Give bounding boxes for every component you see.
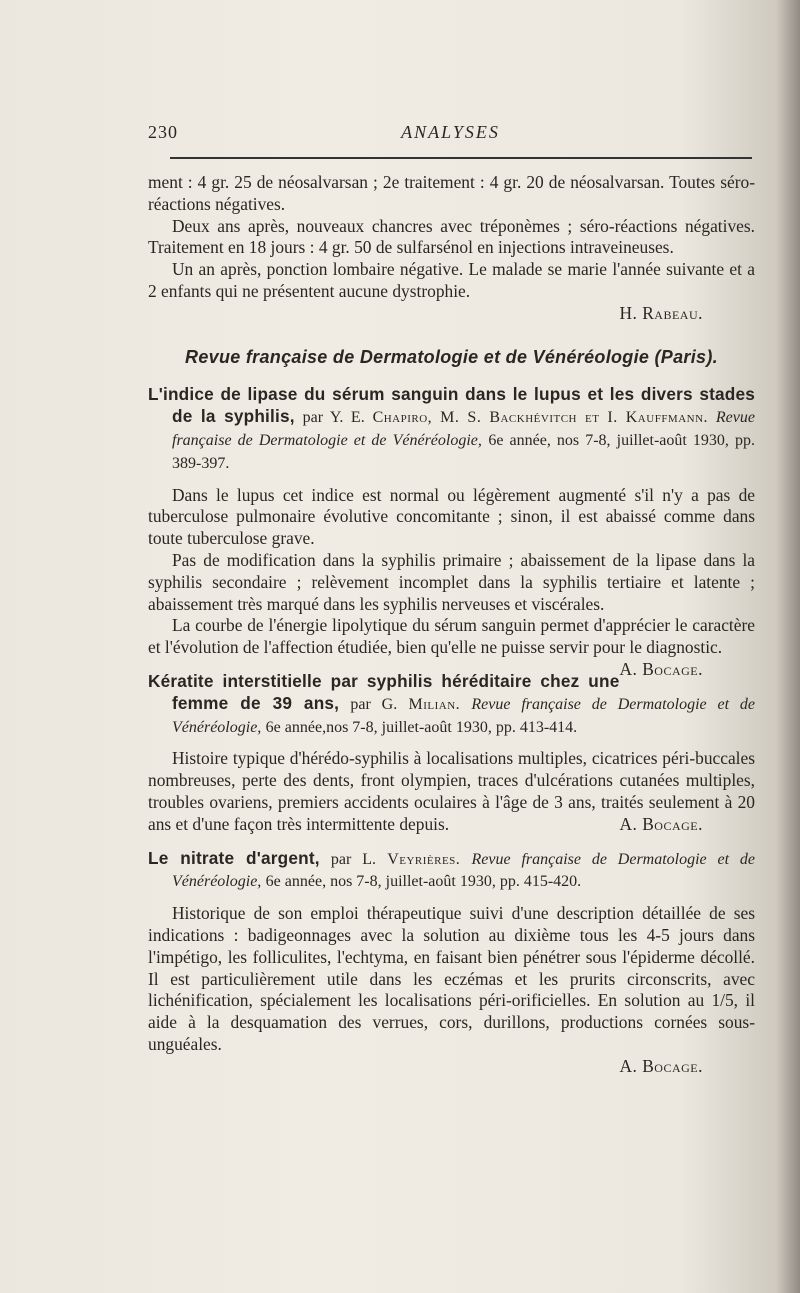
continuation-paragraph: Deux ans après, nouveaux chancres avec tréponèmes ; séro-réactions négatives. Traitement en 18 jours : 4 gr. 50 de sulfarsénol en injections intraveineuses. — [148, 215, 755, 258]
article-paragraph: Historique de son emploi thérapeutique suivi d'une description détaillée de ses indications : badigeonnages avec la solution au dixième tous les 4-5 jours dans l'impétigo, les folliculites, l'echtyma, en faisant bien pénétrer sous l'épiderme décollé. Il est particulièrement utile dans les eczémas et les prurits circonscrits, avec lichénification, spécialement les localisations péri-orificielles. En solution au 1/5, il aide à la desquamation des verrues, cors, durillons, productions cornées sous-unguéales. — [148, 903, 755, 1054]
article-title: L'indice de lipase du sérum sanguin dans le lupus et les divers stades de la syphilis, — [148, 384, 755, 427]
article-reference — [148, 848, 755, 894]
article-title: Kératite interstitielle par syphilis héréditaire chez une femme de 39 ans, — [148, 670, 620, 713]
header-rule — [170, 157, 752, 159]
authors-prefix: par G. — [350, 695, 398, 713]
paragraph-text: La courbe de l'énergie lipolytique du sérum sanguin permet d'apprécier le caractère et l'évolution de l'affection étudiée, bien qu'elle ne puisse servir pour le diagnostic. — [148, 615, 755, 658]
article-title: Le nitrate d'argent, — [148, 847, 320, 868]
article-paragraph — [148, 615, 755, 679]
article-authors: Veyrières. — [387, 850, 461, 868]
article-authors: Milian. — [408, 695, 461, 713]
spacer — [148, 738, 755, 748]
paragraph-text: Histoire typique d'hérédo-syphilis à localisations multiples, cicatrices péri-buccales nombreuses, perte des dents, front olympien, traces d'ulcérations cutanées multiples, troubles ovariens, premiers accidents oculaires à l'âge de 3 ans, traités seulement à 20 ans et d'une façon très intermittente depuis. — [148, 748, 755, 834]
article — [148, 384, 755, 679]
authors-prefix: par Y. E. — [302, 409, 365, 427]
publication-details: 6e année, nos 7-8, juillet-août 1930, pp. 415-420. — [265, 873, 582, 891]
article — [148, 671, 755, 836]
article-authors: Chapiro, M. S. Backhévitch et I. Kauffmann. — [372, 409, 709, 427]
journal-name: Revue française de Dermatologie et de Vénéréologie, — [172, 409, 755, 449]
article-reference — [148, 384, 755, 474]
article-paragraph: Pas de modification dans la syphilis primaire ; abaissement de la lipase dans la syphilis secondaire ; relèvement incomplet dans la syphilis tertiaire et latente ; abaissement très marqué dans les syphilis nerveuses et viscérales. — [148, 549, 755, 614]
spacer — [148, 475, 755, 485]
signature: A. Bocage. — [619, 658, 703, 679]
spacer — [148, 893, 755, 903]
continuation-paragraph: Un an après, ponction lombaire négative. Le malade se marie l'année suivante et a 2 enfants qui ne présentent aucune dystrophie. — [148, 259, 755, 301]
signature: A. Bocage. — [619, 813, 703, 834]
journal-heading: Revue française de Dermatologie et de Vénéréologie (Paris). — [185, 346, 718, 367]
running-title: ANALYSES — [401, 122, 500, 142]
page-body — [148, 172, 755, 1077]
signature: H. Rabeau. — [619, 302, 703, 323]
journal-name: Revue française de Dermatologie et de Vénéréologie, — [172, 850, 755, 891]
continuation-paragraph: ment : 4 gr. 25 de néosalvarsan ; 2e traitement : 4 gr. 20 de néosalvarsan. Toutes séro-réactions négatives. — [148, 172, 755, 214]
article-reference — [148, 671, 755, 738]
authors-prefix: par L. — [330, 850, 376, 868]
page-number: 230 — [148, 122, 178, 142]
signature: A. Bocage. — [619, 1055, 703, 1076]
running-header — [148, 122, 753, 144]
publication-details: 6e année, nos 7-8, juillet-août 1930, pp. 389-397. — [172, 431, 755, 472]
journal-name: Revue française de Dermatologie et de Vénéréologie, — [172, 695, 756, 736]
article-paragraph — [148, 748, 755, 835]
article-paragraph: Dans le lupus cet indice est normal ou légèrement augmenté s'il n'y a pas de tuberculose pulmonaire évolutive concomitante ; sinon, il est abaissé comme dans toute tuberculose grave. — [148, 484, 755, 549]
article — [148, 848, 755, 1078]
publication-details: 6e année,nos 7-8, juillet-août 1930, pp. 413-414. — [265, 718, 578, 736]
